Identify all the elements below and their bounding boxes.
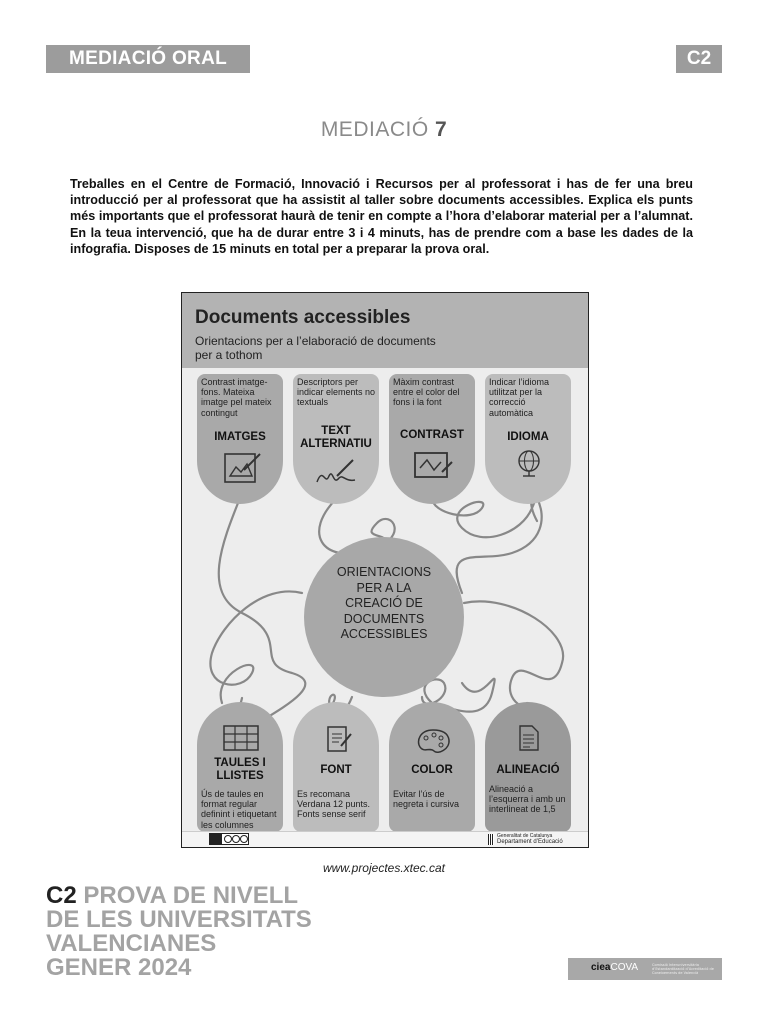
center-line: ORIENTACIONS: [336, 565, 432, 579]
align-text-icon: [518, 724, 540, 752]
globe-icon: [515, 448, 543, 478]
level-badge: C2: [676, 45, 722, 73]
cova-name-b: COVA: [610, 962, 639, 973]
cova-name: [591, 962, 638, 973]
card-desc: Indicar l’idioma utilitzat per la correcció automàtica: [489, 377, 550, 418]
infographic-subtitle: Orientacions per a l’elaboració de documents per a tothom: [195, 334, 436, 362]
source-link[interactable]: www.projectes.xtec.cat: [322, 861, 446, 875]
card-label: TAULES I LLISTES: [214, 757, 266, 782]
card-desc: Es recomana Verdana 12 punts. Fonts sense serif: [297, 789, 371, 820]
task-instructions: Treballes en el Centre de Formació, Innovació i Recursos per al professorat i has de fer una breu introducció per al professorat que ha assistit al taller sobre documents accessibles. Explica els punts més importants que el professorat haurà de tenir en compte a l’hora d’elaborar material per a l’alumnat. En la teua intervenció, que ha de durar entre 3 i 4 minuts, has de prendre com a base les dades de la infografia. Disposes de 15 minuts en total per a preparar la prova oral.: [70, 177, 693, 256]
card-label: COLOR: [411, 764, 453, 776]
infographic-title: Documents accessibles: [195, 307, 411, 328]
center-title: [304, 565, 464, 643]
title-number: 7: [435, 118, 448, 141]
ciea-cova-logo: [568, 958, 722, 980]
footer-line: PROVA DE NIVELL: [83, 882, 299, 909]
cova-name-a: ciea: [591, 962, 611, 973]
creative-commons-icon: [209, 833, 249, 845]
table-icon: [222, 724, 260, 752]
center-line: ACCESSIBLES: [340, 627, 428, 641]
card-desc: Alineació a l’esquerra i amb un interlineat de 1,5: [489, 784, 566, 815]
card-label: ALINEACIÓ: [496, 764, 560, 776]
title-prefix: MEDIACIÓ: [320, 118, 429, 141]
infographic: [181, 292, 589, 848]
card-desc: Contrast imatge-fons. Mateixa imatge pel mateix contingut: [201, 377, 272, 418]
cova-desc: Comissió Interuniversitària d’Estandardització d’Acreditació de Coneixements de Valencià: [652, 963, 714, 975]
card-label: IDIOMA: [507, 431, 549, 443]
gencat-logo: [488, 833, 578, 846]
card-label: TEXT ALTERNATIU: [300, 425, 372, 450]
footer-level: C2: [46, 882, 77, 909]
document-edit-icon: [325, 722, 353, 754]
contrast-screen-icon: [412, 448, 454, 482]
center-line: DOCUMENTS: [343, 611, 425, 626]
card-desc: Màxim contrast entre el color del fons i la font: [393, 377, 460, 408]
gencat-line2: Departament d’Educació: [497, 839, 563, 845]
footer-line: DE LES UNIVERSITATS: [46, 906, 312, 933]
card-desc: Descriptors per indicar elements no textuals: [297, 377, 376, 408]
card-desc: Ús de taules en format regular definint i etiquetant les columnes: [201, 789, 277, 830]
palette-icon: [414, 727, 452, 755]
page-title: [0, 118, 768, 142]
footer-line: GENER 2024: [46, 954, 192, 981]
center-line: PER A LA: [356, 580, 412, 595]
center-line: CREACIÓ DE: [345, 596, 423, 610]
card-label: IMATGES: [214, 431, 266, 443]
section-tag: MEDIACIÓ ORAL: [46, 45, 250, 73]
signature-icon: [315, 456, 359, 490]
card-label: FONT: [320, 764, 352, 776]
footer-line: VALENCIANES: [46, 930, 217, 957]
gencat-stripes-icon: [488, 834, 494, 845]
gencat-line1: Generalitat de Catalunya: [497, 833, 553, 839]
footer-title: [46, 884, 312, 980]
image-edit-icon: [222, 448, 264, 486]
card-desc: Evitar l’ús de negreta i cursiva: [393, 789, 460, 810]
card-label: CONTRAST: [400, 429, 464, 441]
